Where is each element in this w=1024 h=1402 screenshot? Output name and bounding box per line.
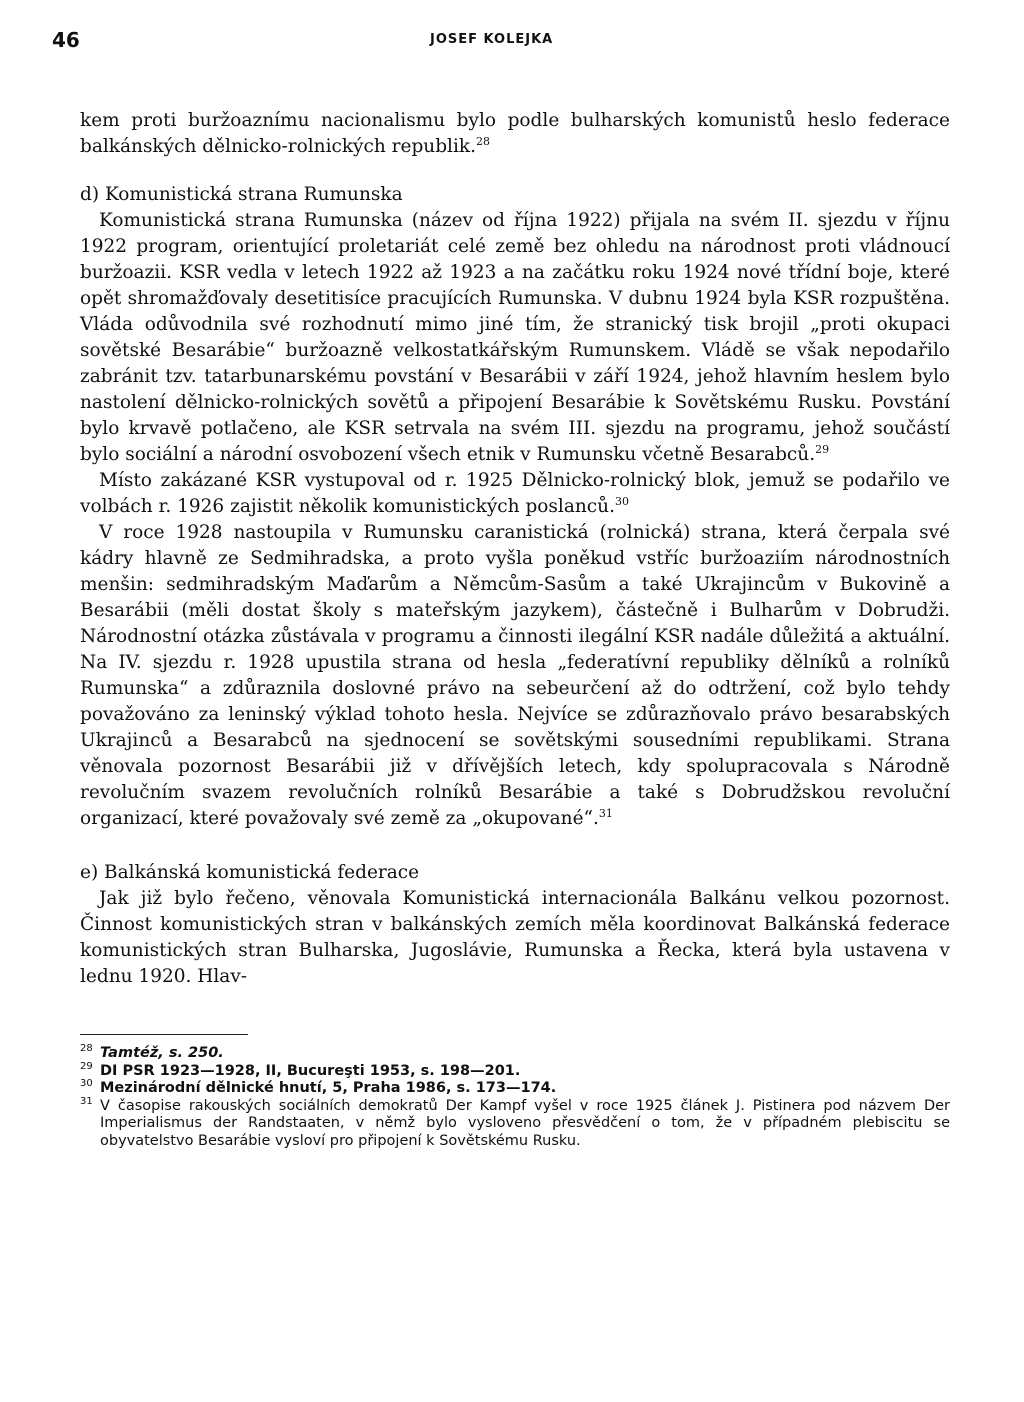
- paragraph: V roce 1928 nastoupila v Rumunsku caranistická (rolnická) strana, která čerpala své kádry hlavně ze Sedmihradska, a proto vyšla poněkud vstříc buržoaziím národnostních menšin: sedmihradským Maďarům a Němcům-Sasům a také Ukrajincům v Bukovině a Besarábii (měli dostat školy s mateřským jazykem), částečně i Bulharům v Dobrudži. Národnostní otázka zůstávala v programu a činnosti ilegální KSR nadále důležitá a aktuální. Na IV. sjezdu r. 1928 upustila strana od hesla „federatívní republiky dělníků a rolníků Rumunska“ a zdůraznila doslovné právo na sebeurčení až do odtržení, což bylo tehdy považováno za leninský výklad tohoto hesla. Nejvíce se zdůrazňovalo právo besarabských Ukrajinců a Besarabců na sjednocení se sovětskými sousedními republikami. Strana věnovala pozornost Besarábii již v dřívějších letech, kdy spolupracovala s Národně revolučním svazem revolučních rolníků Besarábie a také s Dobrudžskou revoluční organizací, které považovaly své země za „okupované“.$^{31}$: [80, 522, 950, 829]
- footnote: 29 DI PSR 1923—1928, II, Bucureşti 1953, s. 198—201.: [80, 1060, 521, 1079]
- footnote-text: Tamtéž, s. 250.: [100, 1045, 224, 1061]
- footnotes: [80, 1045, 950, 1150]
- paragraph: Jak již bylo řečeno, věnovala Komunistická internacionála Balkánu velkou pozornost. Činnost komunistických stran v balkánských zemích měla koordinovat Balkánská federace komunistických stran Bulharska, Jugoslávie, Rumunska a Řecka, která byla ustavena v lednu 1920. Hlav-: [80, 888, 950, 987]
- footnote-divider: [80, 1034, 248, 1035]
- footnote: 30 Mezinárodní dělnické hnutí, 5, Praha 1986, s. 173—174.: [80, 1078, 557, 1096]
- running-header: [52, 28, 950, 58]
- footnote-ref-30[interactable]: 30: [614, 494, 629, 508]
- footnote: 28 Tamtéž, s. 250.: [80, 1043, 224, 1061]
- intro-paragraph: kem proti buržoaznímu nacionalismu bylo podle bulharských komunistů heslo federace balkánských dělnicko-rolnických republik.$^{28}$: [80, 110, 950, 157]
- section-heading-d: d) Komunistická strana Rumunska: [80, 184, 403, 205]
- section-heading-e: e) Balkánská komunistická federace: [80, 862, 420, 883]
- paragraph: Komunistická strana Rumunska (název od října 1922) přijala na svém II. sjezdu v říjnu 1922 program, orientující proletariát celé země bez ohledu na národnost proti vládnoucí buržoazii. KSR vedla v letech 1922 až 1923 a na začátku roku 1924 nové třídní boje, které opět shromažďovaly desetitisíce pracujících Rumunska. V dubnu 1924 byla KSR rozpuštěna. Vláda odůvodnila své rozhodnutí mimo jiné tím, že stranický tisk brojil „proti okupaci sovětské Besarábie“ buržoazně velkostatkářským Rumunskem. Vládě se však nepodařilo zabránit tzv. tatarbunarskému povstání v Besarábii v září 1924, jehož hlavním heslem bylo nastolení dělnicko-rolnických sovětů a připojení Besarábie k Sovětskému Rusku. Povstání bylo krvavě potlačeno, ale KSR setrvala na svém III. sjezdu na programu, jehož součástí bylo sociální a národní osvobození všech etnik v Rumunsku včetně Besarabců.$^{29}$: [80, 210, 950, 465]
- footnote-text: V časopise rakouských sociálních demokratů Der Kampf vyšel v roce 1925 článek J. Pistinera pod názvem Der Imperialismus der Randstaaten, v němž bylo vysloveno přesvědčení o tom, že v případném plebiscitu se obyvatelstvo Besarábie vysloví pro připojení k Sovětskému Rusku.: [100, 1097, 950, 1149]
- footnote-ref-31[interactable]: 31: [598, 806, 613, 820]
- page-number: 46: [52, 28, 80, 52]
- footnote-ref-28[interactable]: 28: [475, 134, 490, 148]
- footnote-text: Mezinárodní dělnické hnutí, 5, Praha 1986, s. 173—174.: [100, 1080, 557, 1096]
- footnote-text: DI PSR 1923—1928, II, Bucureşti 1953, s. 198—201.: [100, 1062, 521, 1079]
- document-page: [52, 28, 950, 1150]
- paragraph: Místo zakázané KSR vystupoval od r. 1925 Dělnicko-rolnický blok, jemuž se podařilo ve volbách r. 1926 zajistit několik komunistických poslanců.$^{30}$: [80, 470, 950, 517]
- footnote: 31 V časopise rakouských sociálních demokratů Der Kampf vyšel v roce 1925 článek J. Pistinera pod názvem Der Imperialismus der Randstaaten, v němž bylo vysloveno přesvědčení o tom, že v případném plebiscitu se obyvatelstvo Besarábie vysloví pro připojení k Sovětskému Rusku.: [80, 1095, 950, 1149]
- footnote-ref-29[interactable]: 29: [815, 442, 830, 456]
- running-header-author: JOSEF KOLEJKA: [430, 32, 554, 47]
